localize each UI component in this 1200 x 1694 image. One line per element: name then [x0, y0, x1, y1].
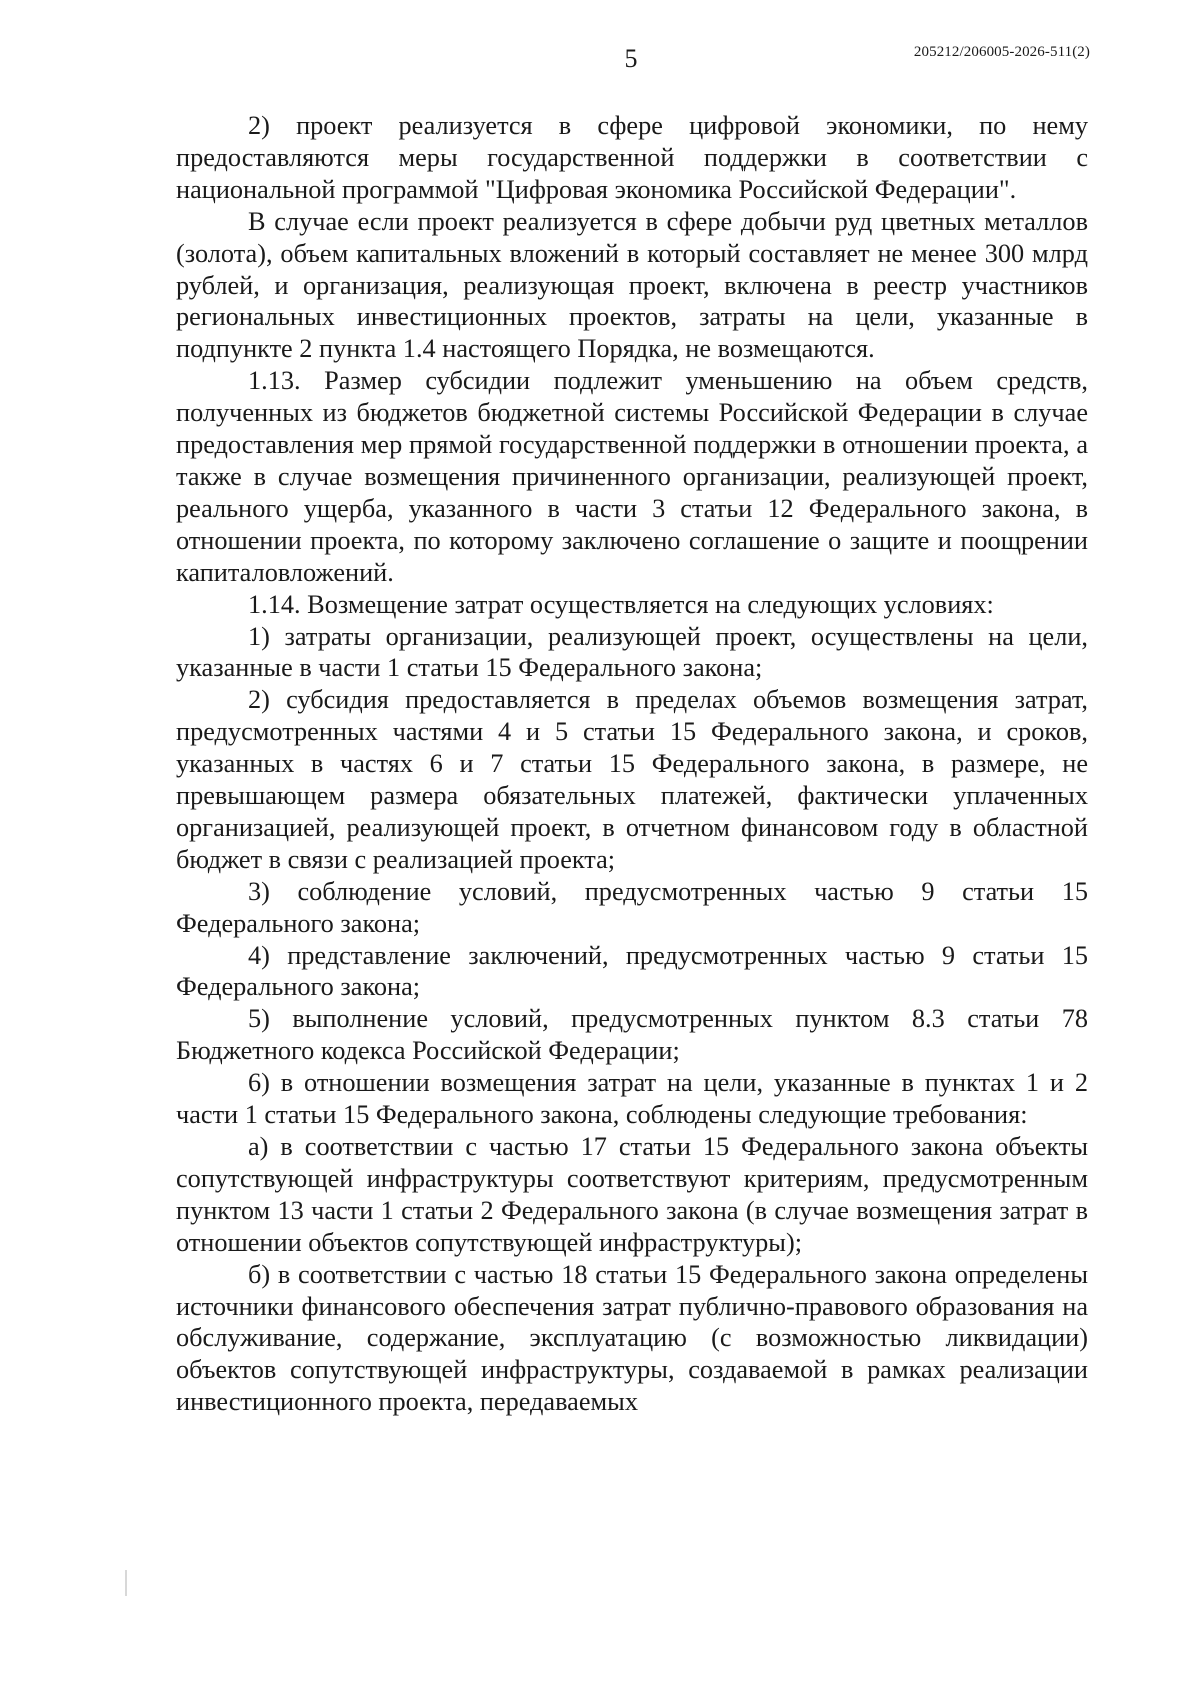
condition-3: 3) соблюдение условий, предусмотренных частью 9 статьи 15 Федерального закона; — [176, 876, 1088, 938]
paragraph-1-14: 1.14. Возмещение затрат осуществляется на следующих условиях: — [248, 589, 994, 619]
condition-1: 1) затраты организации, реализующей проект, осуществлены на цели, указанные в части 1 статьи 15 Федерального закона; — [176, 621, 1088, 683]
paragraph-1-13: 1.13. Размер субсидии подлежит уменьшению на объем средств, полученных из бюджетов бюджетной системы Российской Федерации в случае предоставления мер прямой государственной поддержки в отношении проекта, а также в случае возмещения причиненного организации, реализующей проект, реального ущерба, указанного в части 3 статьи 12 Федерального закона, в отношении проекта, по которому заключено соглашение о защите и поощрении капиталовложений. — [176, 366, 1088, 587]
condition-4: 4) представление заключений, предусмотренных частью 9 статьи 15 Федерального закона; — [176, 940, 1088, 1002]
paragraph-item-2: 2) проект реализуется в сфере цифровой экономики, по нему предоставляются меры государственной поддержки в соответствии с национальной программой "Цифровая экономика Российской Федерации". — [176, 111, 1088, 204]
document-reference: 205212/206005-2026-511(2) — [913, 44, 1090, 60]
requirement-a: а) в соответствии с частью 17 статьи 15 Федерального закона объекты сопутствующей инфраструктуры соответствуют критериям, предусмотренным пунктом 13 части 1 статьи 2 Федерального закона (в случае возмещения затрат в отношении объектов сопутствующей инфраструктуры); — [176, 1132, 1088, 1257]
condition-2: 2) субсидия предоставляется в пределах объемов возмещения затрат, предусмотренных частями 4 и 5 статьи 15 Федерального закона, и сроков, указанных в частях 6 и 7 статьи 15 Федерального закона, в размере, не превышающем размера обязательных платежей, фактически уплаченных организацией, реализующей проект, в отчетном финансовом году в областной бюджет в связи с реализацией проекта; — [176, 685, 1088, 874]
page-number: 5 — [624, 44, 638, 73]
requirement-b: б) в соответствии с частью 18 статьи 15 Федерального закона определены источники финансового обеспечения затрат публично-правового образования на обслуживание, содержание, эксплуатацию (с возможностью ликвидации) объектов сопутствующей инфраструктуры, создаваемой в рамках реализации инвестиционного проекта, передаваемых — [176, 1259, 1088, 1417]
paragraph-gold-mining: В случае если проект реализуется в сфере добычи руд цветных металлов (золота), объем капитальных вложений в который составляет не менее 300 млрд рублей, и организация, реализующая проект, включена в реестр участников региональных инвестиционных проектов, затраты на цели, указанные в подпункте 2 пункта 1.4 настоящего Порядка, не возмещаются. — [176, 206, 1088, 364]
condition-6: 6) в отношении возмещения затрат на цели, указанные в пунктах 1 и 2 части 1 статьи 15 Федерального закона, соблюдены следующие требования: — [176, 1068, 1088, 1130]
document-body — [176, 110, 1088, 1418]
condition-5: 5) выполнение условий, предусмотренных пунктом 8.3 статьи 78 Бюджетного кодекса Российской Федерации; — [176, 1004, 1088, 1066]
scan-artifact — [125, 1570, 127, 1596]
